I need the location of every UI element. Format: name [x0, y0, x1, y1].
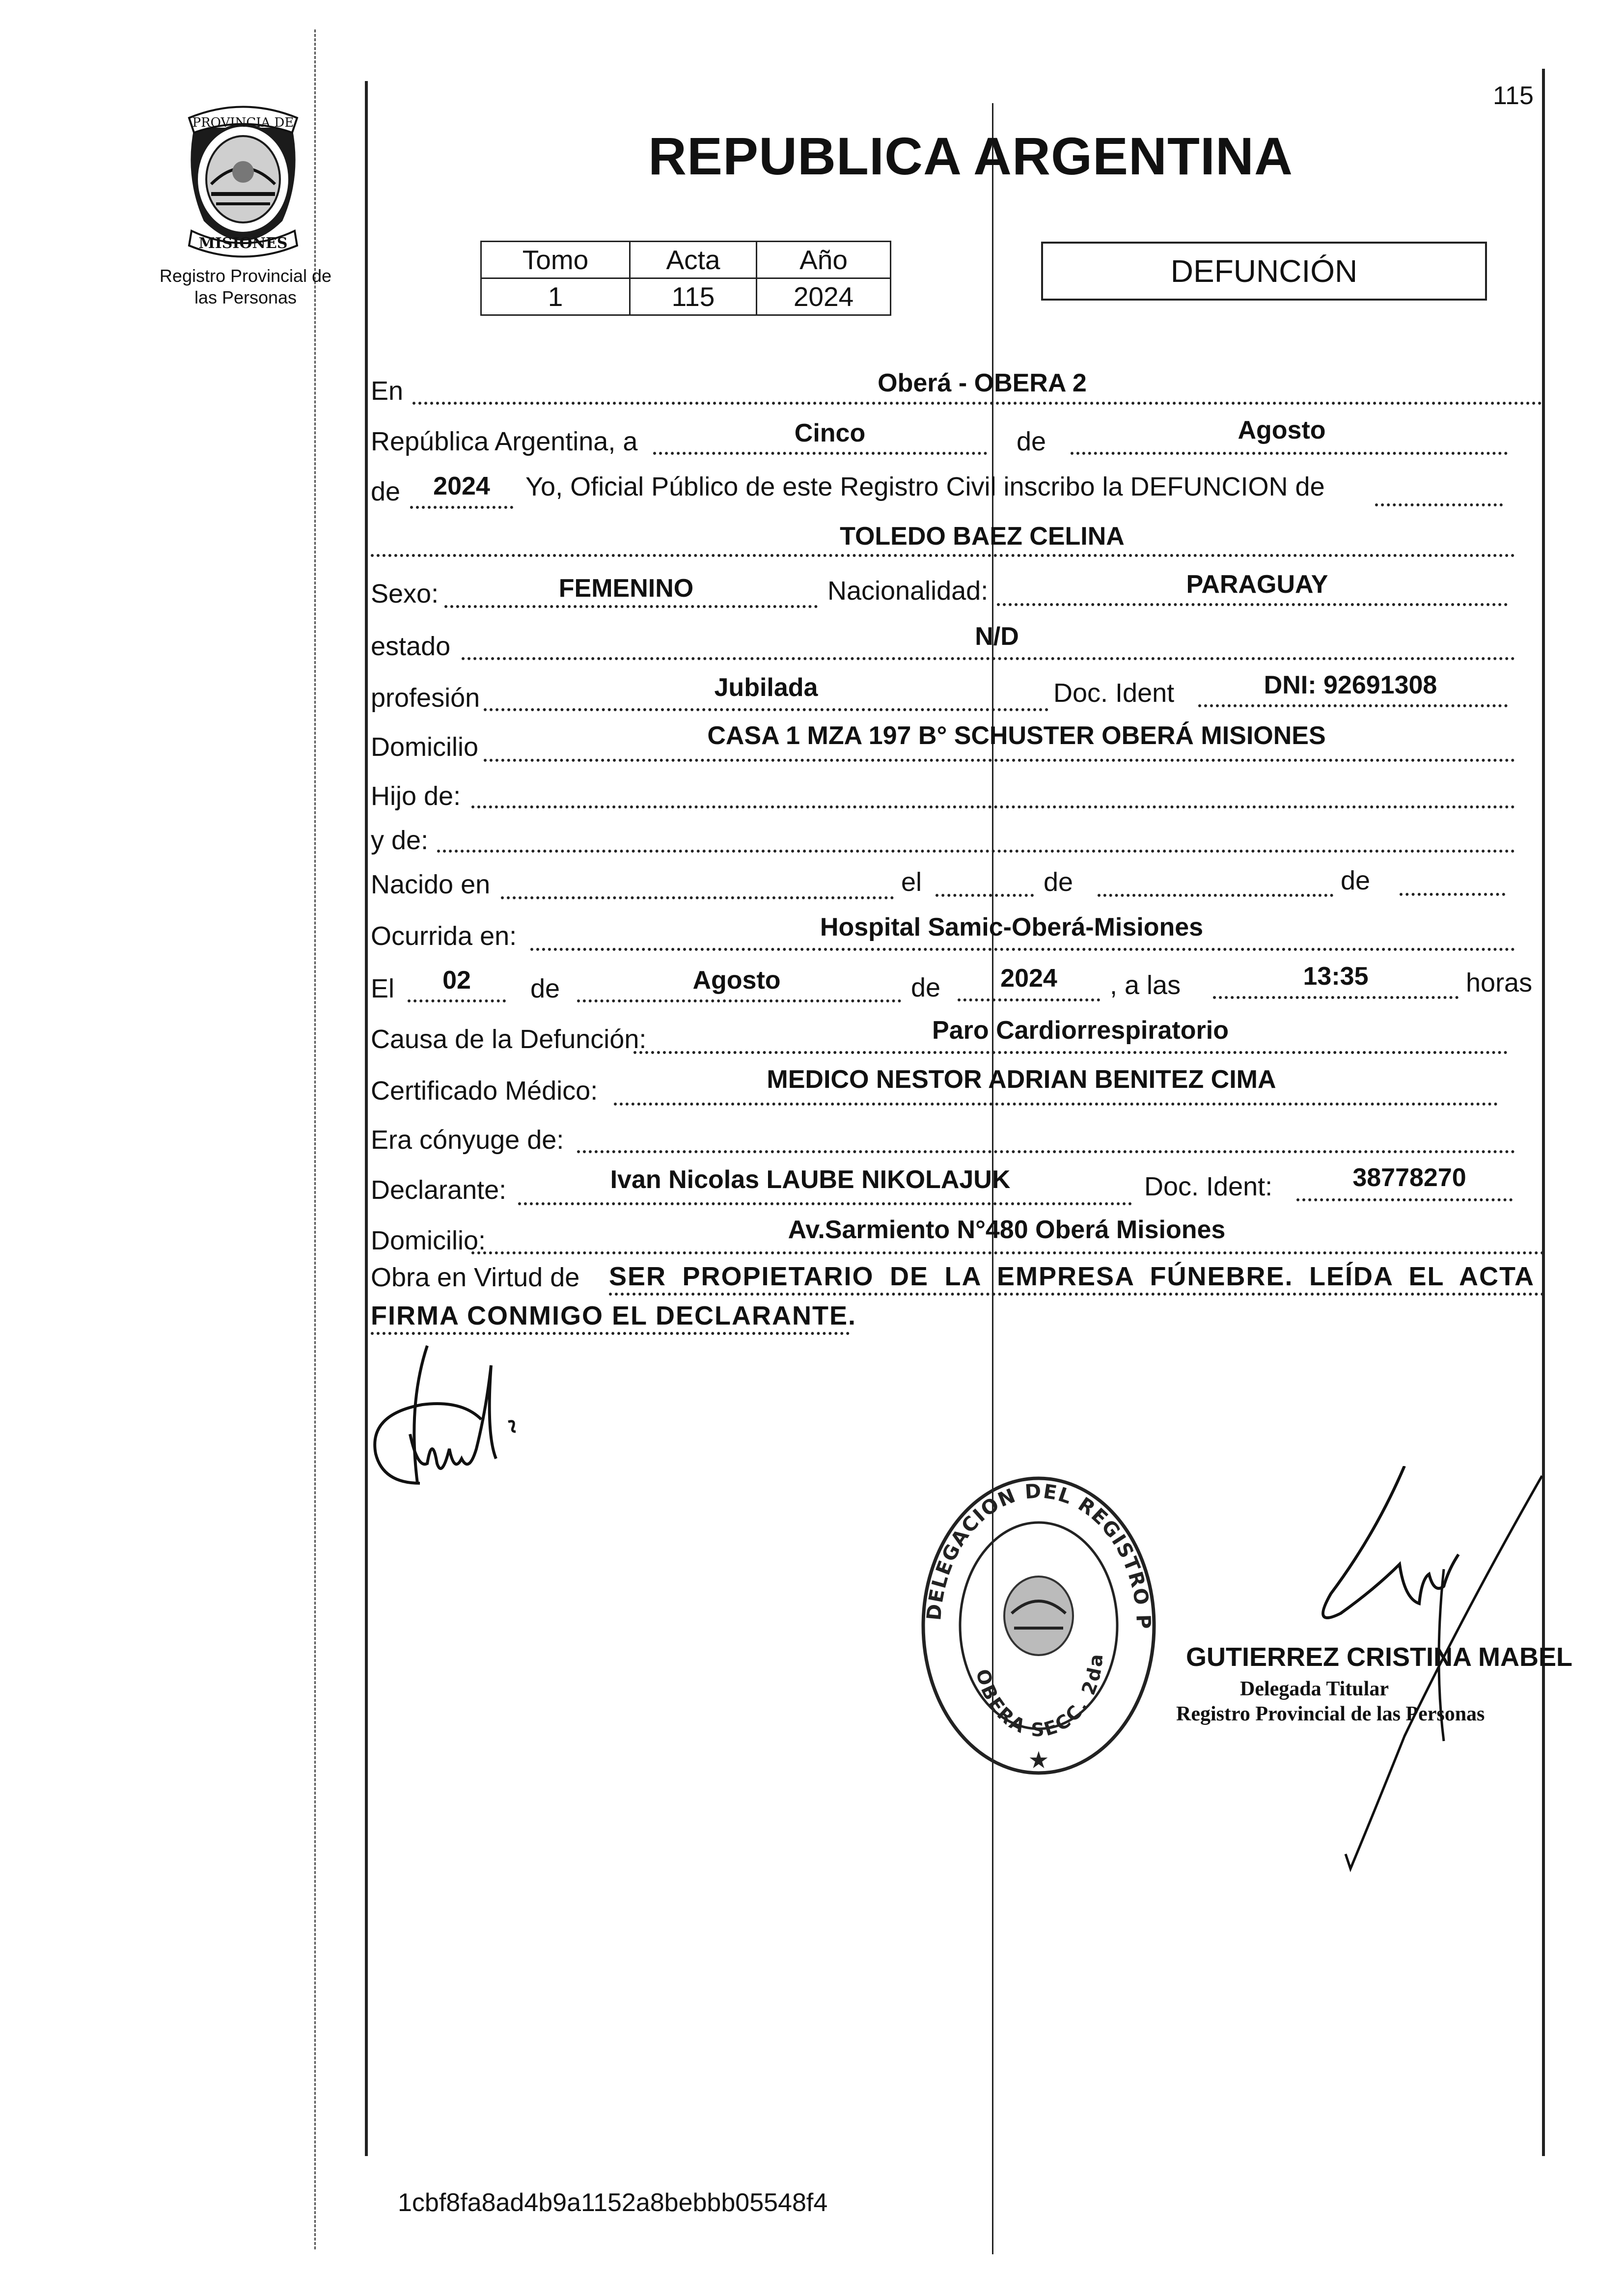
obra-line-2	[371, 1332, 850, 1335]
oficial-line	[1375, 503, 1503, 506]
svg-text:★: ★	[1028, 1747, 1049, 1773]
nacionalidad-label: Nacionalidad:	[827, 576, 989, 606]
republica-label: República Argentina, a	[371, 427, 638, 456]
mes-line	[1071, 452, 1508, 455]
ref-header-acta: Acta	[630, 242, 757, 278]
hora-line	[1213, 996, 1459, 999]
fall-anio-line	[958, 998, 1100, 1001]
causa-line	[633, 1051, 1508, 1054]
fall-dia-line	[408, 999, 506, 1002]
decl-doc-label: Doc. Ident:	[1144, 1172, 1273, 1201]
declarante-value: Ivan Nicolas LAUBE NIKOLAJUK	[610, 1165, 1011, 1194]
page-title: REPUBLICA ARGENTINA	[648, 126, 1293, 186]
yde-label: y de:	[371, 826, 429, 855]
official-org: Registro Provincial de las Personas	[1176, 1703, 1485, 1725]
decl-domicilio-label: Domicilio:	[371, 1226, 486, 1255]
svg-text:OBERA SECC. 2da.: OBERA SECC. 2da	[971, 1651, 1107, 1741]
svg-text:DELEGACION DEL REGISTRO PROVIN: DELEGACION DEL REGISTRO P	[923, 1480, 1155, 1631]
official-name: GUTIERREZ CRISTINA MABEL	[1186, 1642, 1572, 1672]
signature-icon	[363, 1336, 550, 1513]
nacido-line	[501, 896, 894, 899]
nacido-mes-line	[1098, 894, 1333, 897]
en-line	[413, 402, 1542, 405]
sexo-value: FEMENINO	[558, 574, 694, 603]
svg-text:PROVINCIA DE: PROVINCIA DE	[192, 115, 294, 130]
province-seal-icon	[174, 98, 312, 260]
official-signature-icon	[1169, 1466, 1552, 1883]
ocurrida-value: Hospital Samic-Oberá-Misiones	[820, 913, 1204, 941]
en-label: En	[371, 376, 404, 406]
nacido-el-label: el	[901, 867, 922, 897]
official-role: Delegada Titular	[1240, 1678, 1389, 1700]
nacido-de2-label: de	[1341, 866, 1371, 895]
nombre-value: TOLEDO BAEZ CELINA	[840, 522, 1125, 551]
dia-line	[653, 452, 987, 455]
document-hash: 1cbf8fa8ad4b9a1152a8bebbb05548f4	[398, 2188, 828, 2217]
en-value: Oberá - OBERA 2	[878, 369, 1087, 397]
declarant-signature	[363, 1336, 550, 1513]
decl-doc-value: 38778270	[1352, 1163, 1466, 1192]
doc-value: DNI: 92691308	[1264, 671, 1437, 699]
domicilio-label: Domicilio	[371, 732, 479, 762]
sexo-line	[444, 605, 818, 608]
stamp-seal-icon	[911, 1466, 1166, 1780]
anio-line	[410, 506, 513, 509]
profesion-value: Jubilada	[714, 673, 818, 702]
de2-label: de	[371, 477, 401, 506]
reference-table	[480, 241, 891, 316]
sexo-label: Sexo:	[371, 579, 439, 609]
fall-de1-label: de	[530, 974, 560, 1003]
nacido-anio-line	[1400, 893, 1505, 896]
page-number: 115	[1493, 82, 1534, 110]
svg-text:MISIONES: MISIONES	[198, 235, 288, 252]
hijo-label: Hijo de:	[371, 781, 461, 811]
nombre-line	[371, 554, 1515, 557]
certificado-label: Certificado Médico:	[371, 1076, 598, 1106]
declarante-label: Declarante:	[371, 1175, 507, 1205]
issuer-line-1: Registro Provincial de	[159, 266, 332, 286]
conyuge-label: Era cónyuge de:	[371, 1125, 564, 1155]
el2-label: El	[371, 974, 395, 1003]
causa-label: Causa de la Defunción:	[371, 1024, 647, 1054]
ref-header-anio: Año	[757, 242, 891, 278]
certificado-value: MEDICO NESTOR ADRIAN BENITEZ CIMA	[767, 1065, 1276, 1094]
doc-label: Doc. Ident	[1053, 678, 1175, 708]
nacionalidad-value: PARAGUAY	[1186, 570, 1328, 599]
perforation-line-left	[314, 29, 316, 2249]
decl-domicilio-line	[471, 1251, 1544, 1254]
obra-value-line-2: FIRMA CONMIGO EL DECLARANTE.	[371, 1301, 856, 1330]
alas-label: , a las	[1110, 970, 1181, 1000]
profesion-label: profesión	[371, 683, 480, 713]
left-margin-line	[365, 81, 368, 2156]
dia-value: Cinco	[794, 419, 866, 447]
province-emblem	[174, 98, 312, 260]
nacido-label: Nacido en	[371, 870, 491, 899]
obra-line-1	[609, 1293, 1544, 1296]
mes-value: Agosto	[1238, 416, 1326, 444]
profesion-line	[484, 708, 1048, 711]
hora-value: 13:35	[1303, 962, 1369, 991]
ocurrida-line	[530, 948, 1515, 951]
yde-line	[437, 850, 1515, 853]
estado-line	[462, 657, 1515, 660]
estado-label: estado	[371, 632, 451, 661]
oficial-text: Yo, Oficial Público de este Registro Civil inscribo la DEFUNCION de	[525, 472, 1325, 501]
issuer-line-2: las Personas	[194, 287, 297, 307]
ref-value-acta: 115	[630, 278, 757, 315]
decl-domicilio-value: Av.Sarmiento N°480 Oberá Misiones	[788, 1216, 1226, 1244]
declarante-line	[518, 1202, 1132, 1205]
certificado-line	[614, 1103, 1498, 1106]
ref-header-tomo: Tomo	[481, 242, 630, 278]
nacido-dia-line	[936, 894, 1034, 897]
ref-value-tomo: 1	[481, 278, 630, 315]
reference-table-value-row	[481, 278, 891, 315]
ref-value-anio: 2024	[757, 278, 891, 315]
conyuge-line	[577, 1150, 1515, 1153]
anio-value: 2024	[433, 472, 490, 500]
official-signature	[1169, 1466, 1552, 1883]
decl-doc-line	[1296, 1198, 1513, 1201]
causa-value: Paro Cardiorrespiratorio	[932, 1016, 1229, 1045]
fall-mes-line	[577, 999, 901, 1002]
ocurrida-label: Ocurrida en:	[371, 921, 517, 951]
hijo-line	[471, 805, 1515, 808]
fall-mes-value: Agosto	[692, 966, 781, 995]
nacido-de1-label: de	[1044, 867, 1073, 897]
doc-line	[1198, 704, 1508, 707]
issuer-label	[147, 265, 344, 308]
fall-de2-label: de	[911, 973, 941, 1002]
horas-label: horas	[1466, 968, 1533, 997]
official-stamp	[911, 1466, 1166, 1780]
estado-value: N/D	[975, 622, 1019, 651]
domicilio-value: CASA 1 MZA 197 B° SCHUSTER OBERÁ MISIONES	[707, 721, 1326, 750]
obra-value-line-1: SER PROPIETARIO DE LA EMPRESA FÚNEBRE. LEÍDA EL ACTA	[609, 1262, 1535, 1291]
domicilio-line	[484, 759, 1515, 762]
fall-anio-value: 2024	[1000, 964, 1057, 993]
reference-table-header-row	[481, 242, 891, 278]
de-label: de	[1017, 427, 1046, 456]
obra-label: Obra en Virtud de	[371, 1263, 580, 1292]
document-type-box: DEFUNCIÓN	[1041, 242, 1487, 301]
fall-dia-value: 02	[442, 966, 471, 995]
nacionalidad-line	[997, 603, 1508, 606]
